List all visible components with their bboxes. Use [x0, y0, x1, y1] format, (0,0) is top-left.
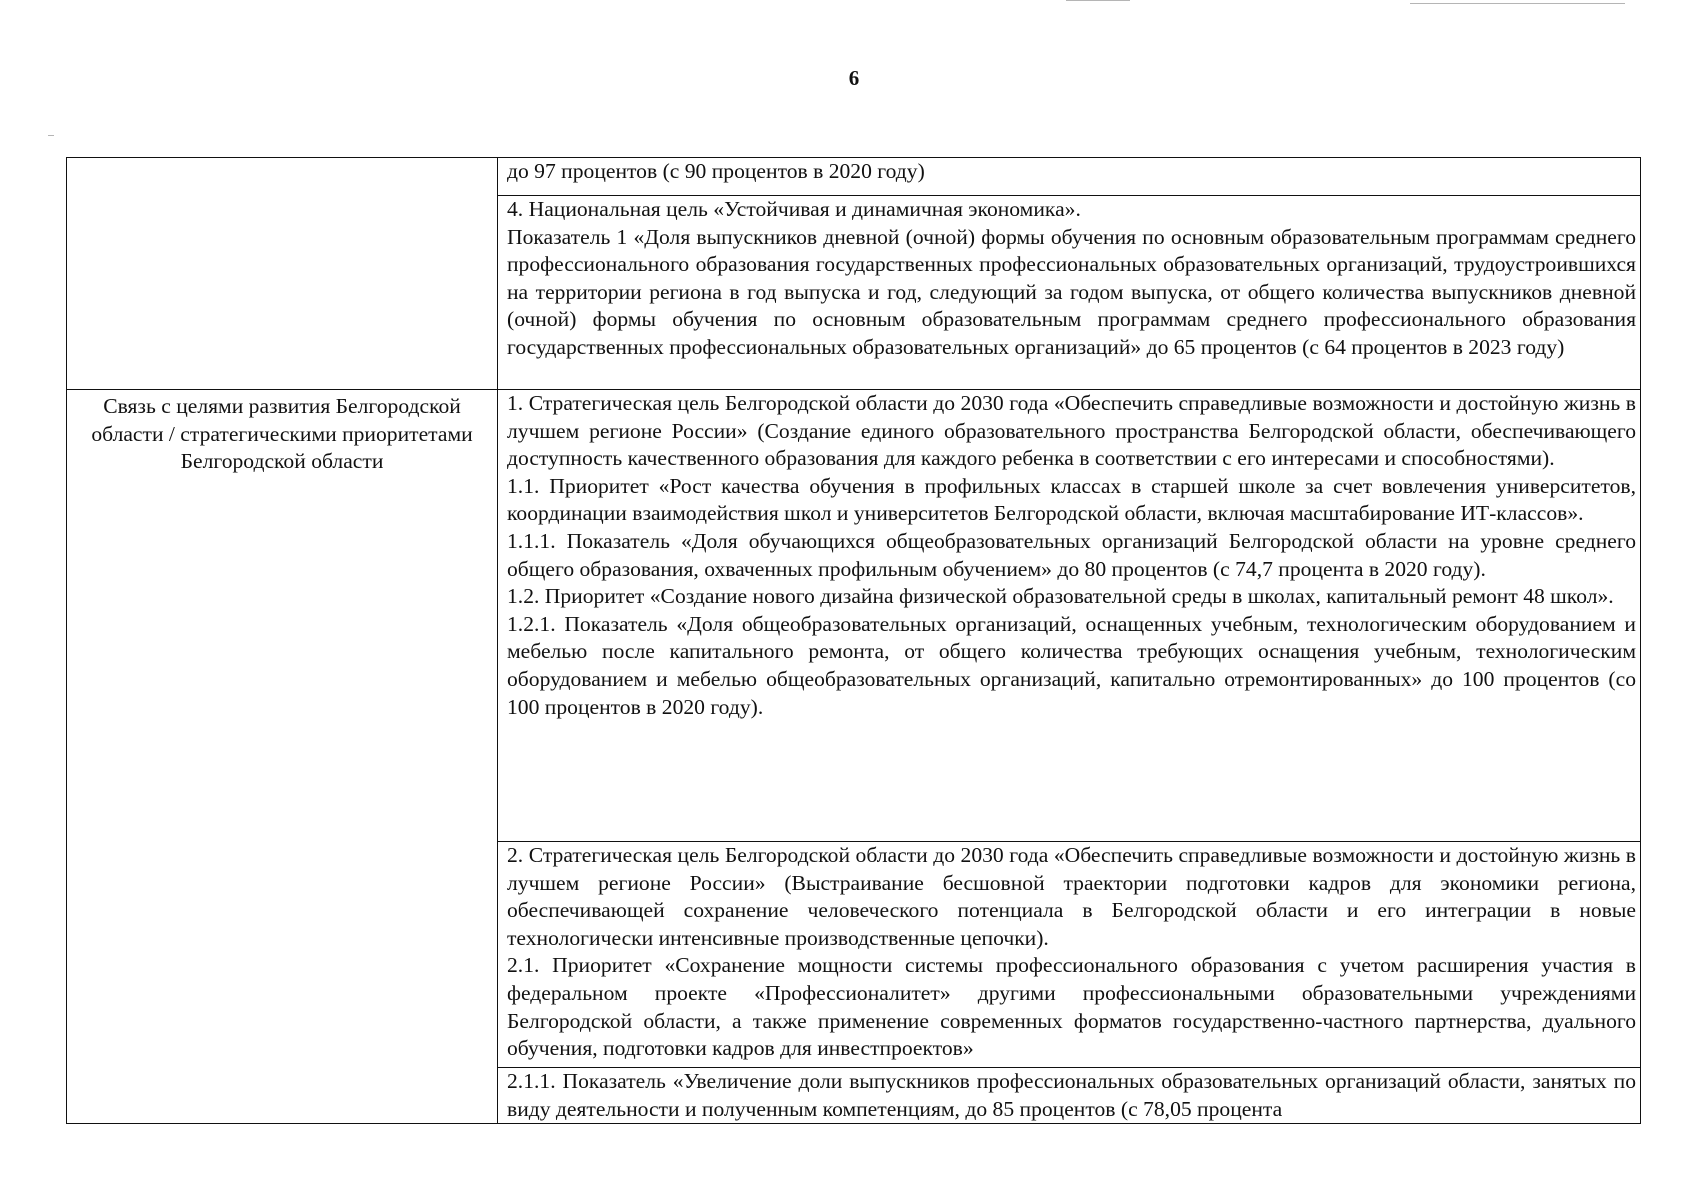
right-cell: [498, 196, 1641, 390]
table-row: [67, 158, 1641, 196]
scan-edge-mark: [1066, 0, 1130, 1]
right-cell: [498, 842, 1641, 1068]
document-table: [66, 157, 1641, 1124]
left-cell-link: [67, 390, 498, 1124]
row-label: Связь с целями развития Белгородской области / стратегическими приоритетами Белгородской области: [91, 394, 473, 474]
paragraph: 4. Национальная цель «Устойчивая и динамичная экономика».: [507, 197, 1081, 221]
paragraph: 1.1.1. Показатель «Доля обучающихся общеобразовательных организаций Белгородской области на уровне среднего общего образования, охваченных профильным обучением» до 80 процентов (с 74,7 процента в 2020 году).: [507, 528, 1636, 581]
paragraph: 1.1. Приоритет «Рост качества обучения в профильных классах в старшей школе за счет вовлечения университетов, координации взаимодействия школ и университетов Белгородской области, включая масштабирование ИТ-классов».: [507, 473, 1636, 526]
paragraph: 1. Стратегическая цель Белгородской области до 2030 года «Обеспечить справедливые возможности и достойную жизнь в лучшем регионе России» (Создание единого образовательного пространства Белгородской области, обеспечивающего доступность качественного образования для каждого ребенка в соответствии с его интересами и способностями).: [507, 391, 1636, 471]
page-number: 6: [848, 66, 860, 90]
paragraph: 1.2. Приоритет «Создание нового дизайна физической образовательной среды в школах, капитальный ремонт 48 школ».: [507, 584, 1614, 609]
paragraph: 2. Стратегическая цель Белгородской области до 2030 года «Обеспечить справедливые возможности и достойную жизнь в лучшем регионе России» (Выстраивание бесшовной траектории подготовки кадров для экономики региона, обеспечивающей сохранение человеческого потенциала в Белгородской области и его интеграции в новые технологически интенсивные производственные цепочки).: [507, 843, 1636, 950]
left-cell-empty: [67, 158, 498, 390]
scan-edge-mark: [48, 135, 54, 136]
paragraph: до 97 процентов (с 90 процентов в 2020 году): [507, 159, 925, 183]
paragraph: 2.1.1. Показатель «Увеличение доли выпускников профессиональных образовательных организаций области, занятых по виду деятельности и полученным компетенциям, до 85 процентов (с 78,05 процента: [507, 1069, 1636, 1121]
paragraph: 2.1. Приоритет «Сохранение мощности системы профессионального образования с учетом расширения участия в федеральном проекте «Профессионалитет» другими профессиональными образовательными учреждениями Белгородской области, а также применение современных форматов государственно-частного партнерства, дуального обучения, подготовки кадров для инвестпроектов»: [507, 953, 1636, 1061]
scan-edge-mark: [1410, 3, 1625, 4]
paragraph: Показатель 1 «Доля выпускников дневной (очной) формы обучения по основным образовательным программам среднего профессионального образования государственных профессиональных образовательных организаций, трудоустроившихся на территории региона в год выпуска и год, следующий за годом выпуска, от общего количества выпускников дневной (очной) формы обучения по основным образовательным программам среднего профессионального образования государственных профессиональных образовательных организаций» до 65 процентов (с 64 процентов в 2023 году): [507, 224, 1636, 359]
paragraph: 1.2.1. Показатель «Доля общеобразовательных организаций, оснащенных учебным, технологическим оборудованием и мебелью после капитального ремонта, от общего количества требующих оснащения учебным, технологическим оборудованием и мебелью общеобразовательных организаций, капитально отремонтированных» до 100 процентов (со 100 процентов в 2020 году).: [507, 611, 1636, 719]
right-cell: [498, 158, 1641, 196]
table-row: [67, 390, 1641, 842]
right-cell: [498, 390, 1641, 842]
right-cell: [498, 1068, 1641, 1124]
